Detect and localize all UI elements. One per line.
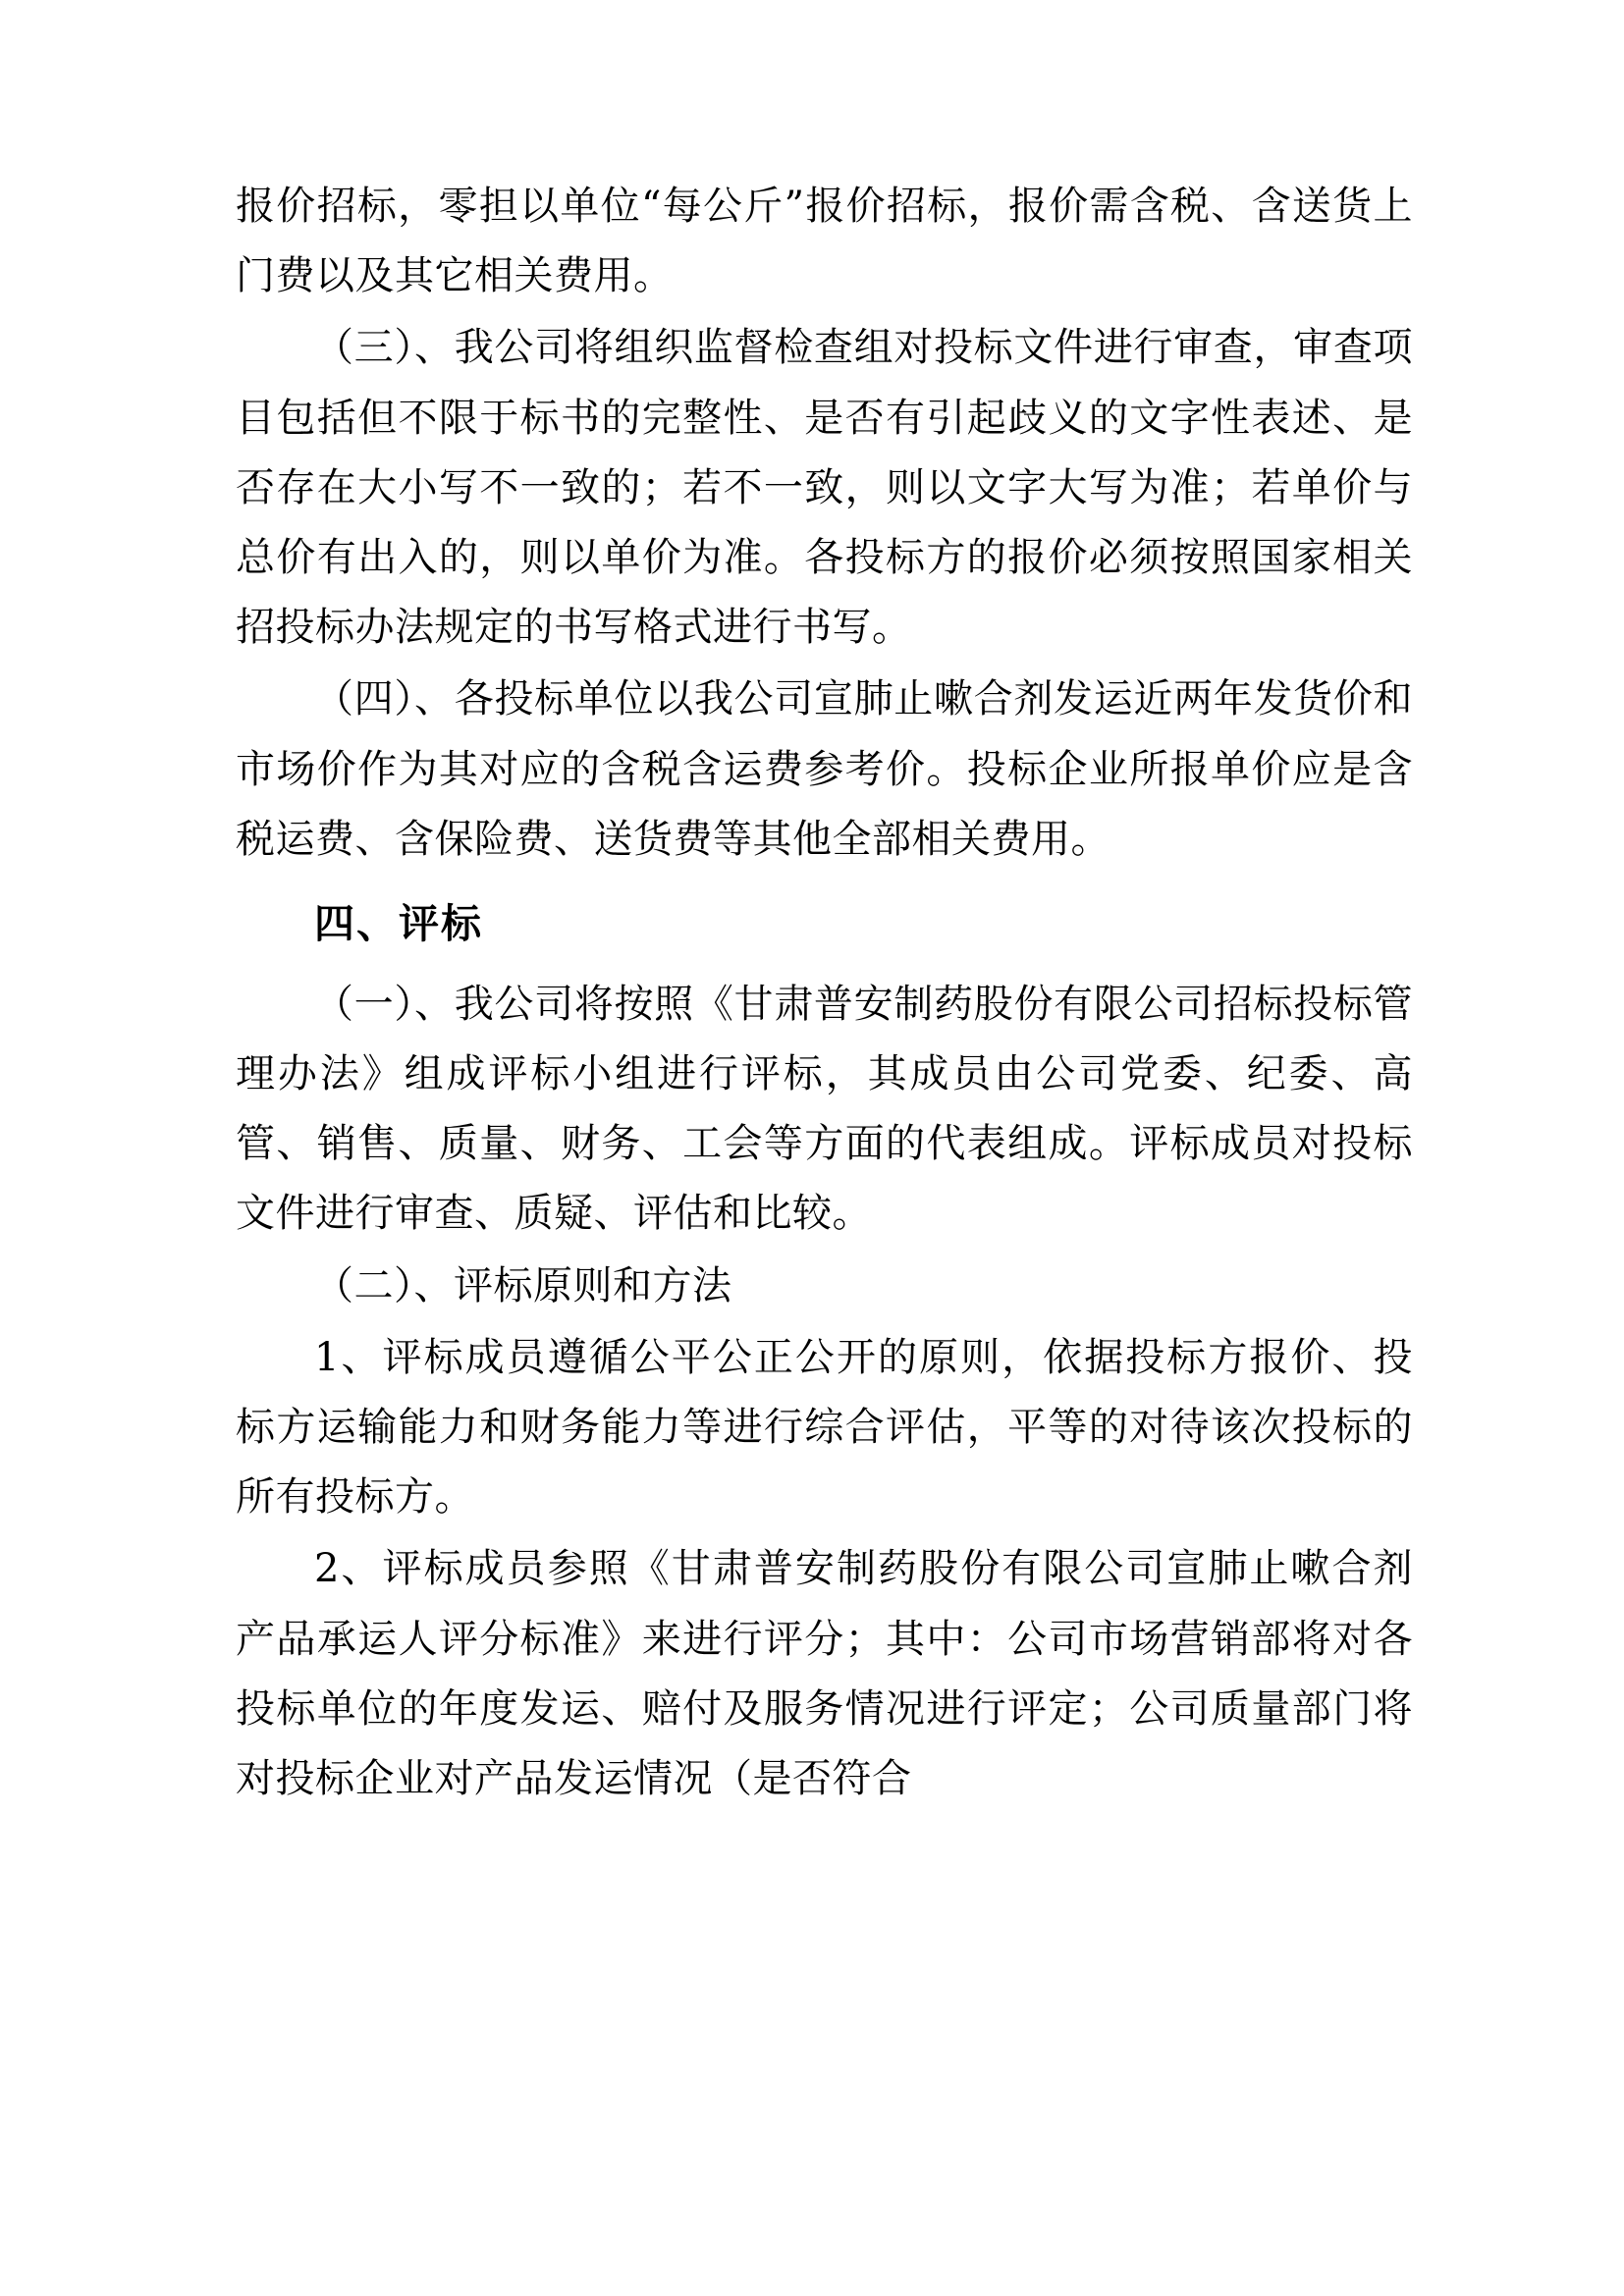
paragraph-eval-2: （二）、评标原则和方法 [314,1262,732,1308]
section-heading-four: 四、评标 [314,899,483,947]
paragraph-section-3: （三）、我公司将组织监督检查组对投标文件进行审查，审查项目包括但不限于标书的完整性、是否有引起歧义的文字性表述、是否存在大小写不一致的；若不一致，则以文字大写为准；若单价与总价有出入的，则以单价为准。各投标方的报价必须按照国家相关招投标办法规定的书写格式进行书写。 [236,325,1413,651]
paragraph-eval-1: （一）、我公司将按照《甘肃普安制药股份有限公司招标投标管理办法》组成评标小组进行评标，其成员由公司党委、纪委、高管、销售、质量、财务、工会等方面的代表组成。评标成员对投标文件进行审查、质疑、评估和比较。 [236,981,1413,1237]
document-body [236,172,1413,1814]
paragraph-continued: 报价招标，零担以单位“每公斤”报价招标，报价需含税、含送货上门费以及其它相关费用。 [236,184,1413,299]
paragraph-section-4: （四）、各投标单位以我公司宣肺止嗽合剂发运近两年发货价和市场价作为其对应的含税含运费参考价。投标企业所报单价应是含税运费、含保险费、送货费等其他全部相关费用。 [236,676,1413,862]
paragraph-eval-item-2: 2、评标成员参照《甘肃普安制药股份有限公司宣肺止嗽合剂产品承运人评分标准》来进行评分；其中：公司市场营销部将对各投标单位的年度发运、赔付及服务情况进行评定；公司质量部门将对投标企业对产品发运情况（是否符合 [236,1546,1413,1801]
paragraph-eval-item-1: 1、评标成员遵循公平公正公开的原则，依据投标方报价、投标方运输能力和财务能力等进行综合评估，平等的对待该次投标的所有投标方。 [236,1334,1413,1521]
